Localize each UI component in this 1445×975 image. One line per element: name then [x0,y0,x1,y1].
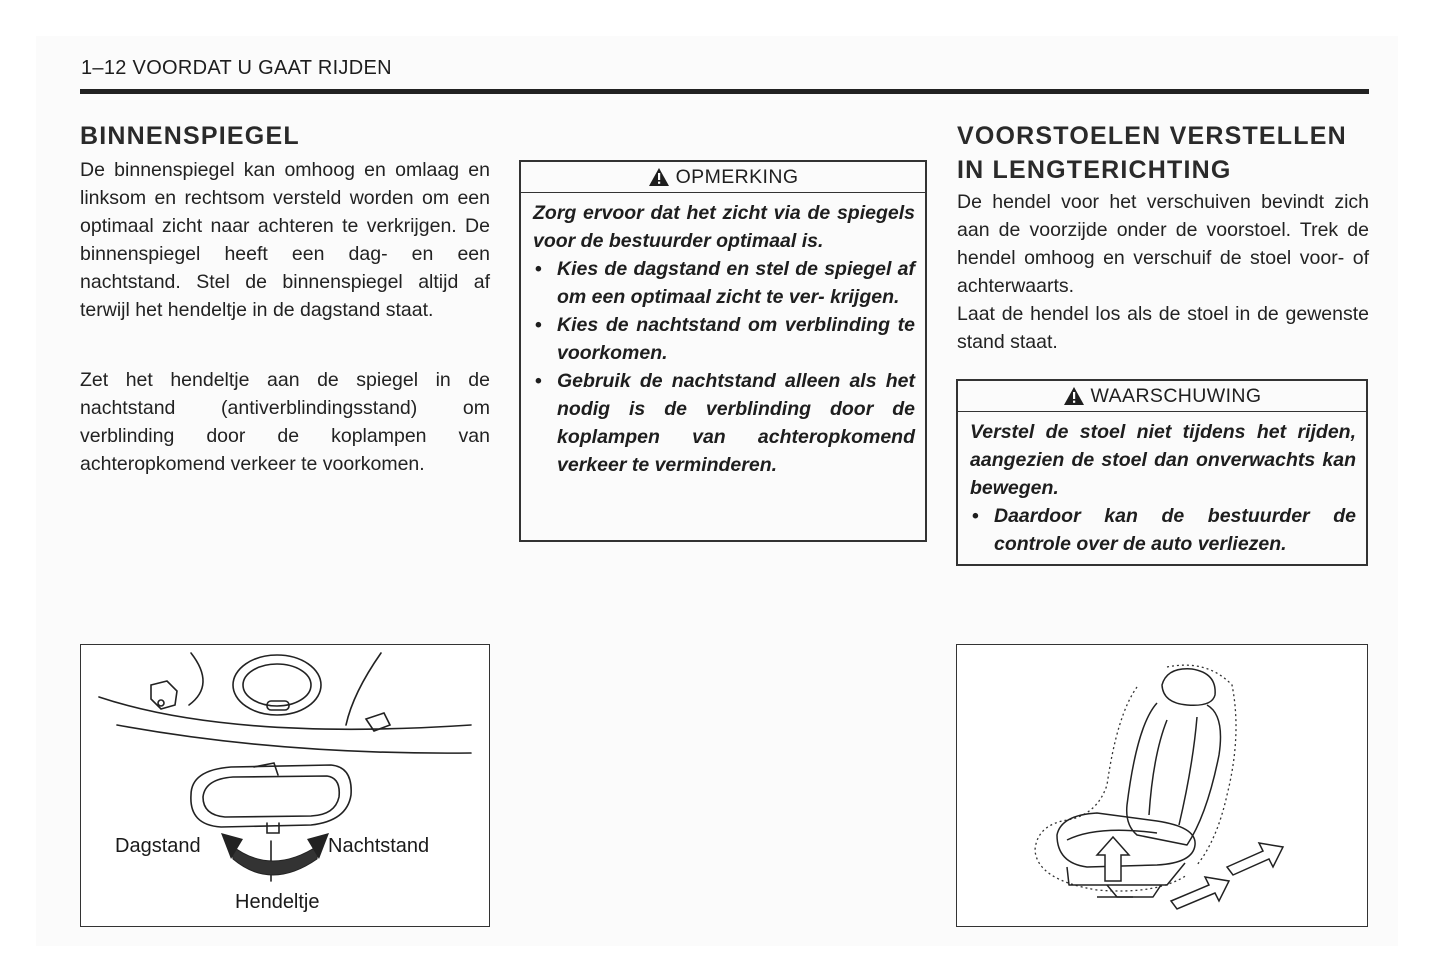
binnenspiegel-paragraph-2: Zet het hendeltje aan de spiegel in de nachtstand (antiverblindingsstand) om verblinding door de koplampen van achteropkomend verkeer te voorkomen. [80,369,490,475]
warning-bullet: • Daardoor kan de bestuurder de controle over de auto verliezen. [970,502,1356,558]
voorstoelen-paragraph-1: De hendel voor het verschuiven bevindt zich aan de voorzijde onder de voorstoel. Trek de hendel omhoog en verschuif de stoel voor- of achterwaarts. [957,191,1369,297]
note-bullet: • Kies de nachtstand om verblinding te voorkomen. [533,311,915,367]
warning-box [956,379,1368,566]
warning-bullet-list [970,502,1356,558]
note-box-header [521,162,925,193]
section-title-voorstoelen-line2: IN LENGTERICHTING [957,156,1232,184]
front-seat-illustration [957,645,1369,928]
note-box-heading: OPMERKING [675,165,799,188]
note-bullet-list [533,255,915,479]
warning-triangle-icon [1063,386,1085,406]
note-box-body [521,193,925,479]
warning-box-heading: WAARSCHUWING [1090,384,1262,407]
warning-triangle-icon [648,167,670,187]
section-title-binnenspiegel: BINNENSPIEGEL [80,122,300,150]
running-head: 1–12 VOORDAT U GAAT RIJDEN [81,57,392,79]
note-lead: Zorg ervoor dat het zicht via de spiegels voor de bestuurder optimaal is. [533,202,915,252]
seat-figure [956,644,1368,927]
note-bullet: • Gebruik de nachtstand alleen als het nodig is de verblinding door de koplampen van achteropkomend verkeer te verminderen. [533,367,915,479]
label-dagstand: Dagstand [115,835,201,857]
rearview-mirror-illustration [81,645,491,928]
binnenspiegel-paragraph-1: De binnenspiegel kan omhoog en omlaag en linksom en rechtsom versteld worden om een optimaal zicht naar achteren te verkrijgen. De binnenspiegel heeft een dag- en een nachtstand. Stel de binnenspiegel altijd af terwijl het hendeltje in de dagstand staat. [80,159,490,321]
label-nachtstand: Nachtstand [328,835,430,857]
warning-lead: Verstel de stoel niet tijdens het rijden, aangezien de stoel dan onverwachts kan bewegen. [970,421,1356,499]
label-hendeltje: Hendeltje [235,891,320,913]
warning-box-body [958,412,1366,558]
mirror-figure [80,644,490,927]
warning-box-header [958,381,1366,412]
voorstoelen-paragraph-2: Laat de hendel los als de stoel in de gewenste stand staat. [957,303,1369,353]
header-rule [80,89,1369,94]
note-box [519,160,927,542]
note-bullet: • Kies de dagstand en stel de spiegel af om een optimaal zicht te ver- krijgen. [533,255,915,311]
section-title-voorstoelen-line1: VOORSTOELEN VERSTELLEN [957,122,1347,150]
